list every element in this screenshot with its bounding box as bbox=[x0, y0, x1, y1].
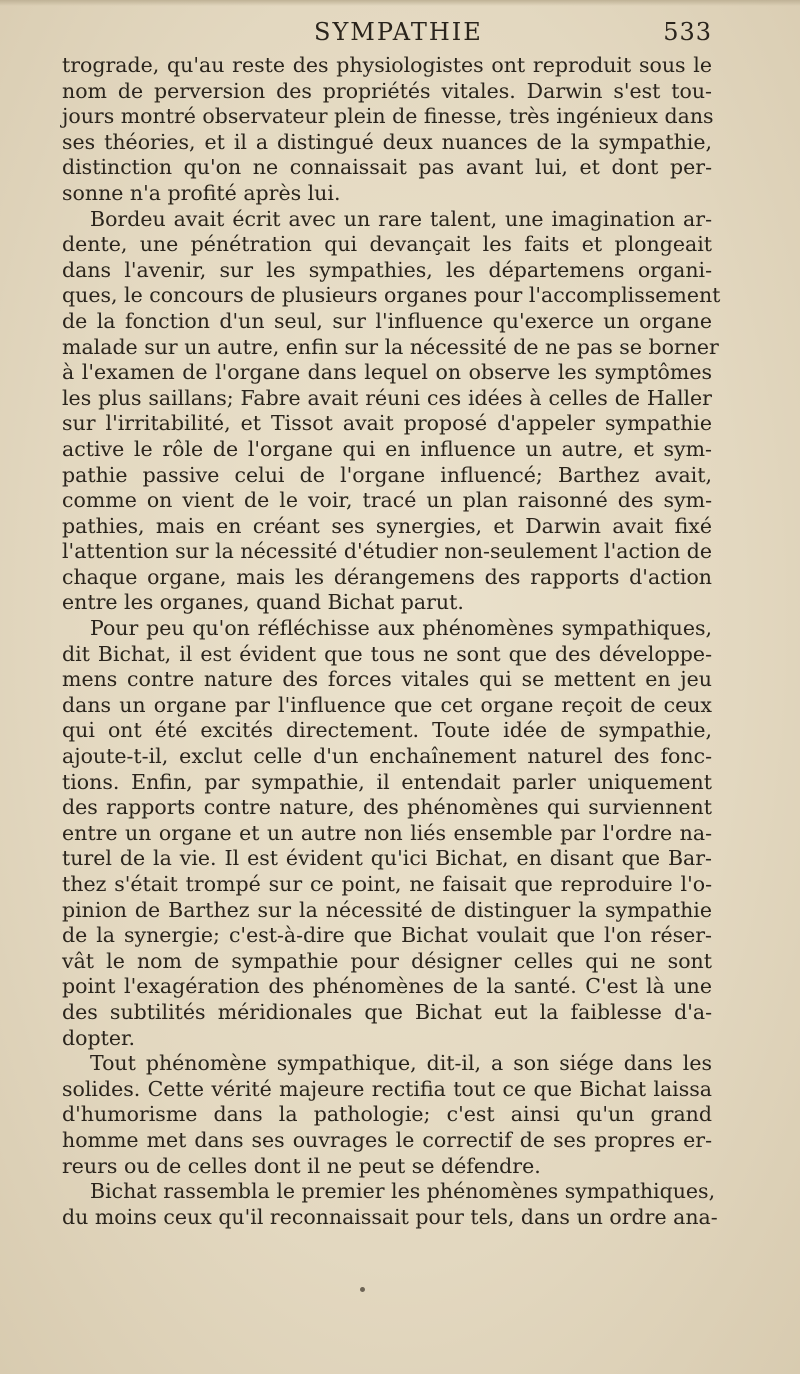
text-line: jours montré observateur plein de finesse, très ingénieux dans bbox=[62, 104, 714, 129]
text-line: des rapports contre nature, des phénomènes qui surviennent bbox=[62, 795, 712, 820]
text-line: entre les organes, quand Bichat parut. bbox=[62, 590, 464, 615]
text-line: distinction qu'on ne connaissait pas avant lui, et dont per- bbox=[62, 155, 712, 180]
text-line: d'humorisme dans la pathologie; c'est ainsi qu'un grand bbox=[62, 1102, 712, 1127]
text-line: dopter. bbox=[62, 1025, 136, 1050]
text-line: chaque organe, mais les dérangemens des rapports d'action bbox=[62, 564, 712, 589]
text-line: reurs ou de celles dont il ne peut se défendre. bbox=[62, 1153, 541, 1178]
text-line: pathies, mais en créant ses synergies, et Darwin avait fixé bbox=[62, 513, 712, 538]
text-line: turel de la vie. Il est évident qu'ici Bichat, en disant que Bar- bbox=[62, 846, 712, 871]
text-line: thez s'était trompé sur ce point, ne faisait que reproduire l'o- bbox=[62, 872, 712, 896]
text-line: solides. Cette vérité majeure rectifia tout ce que Bichat laissa bbox=[62, 1076, 712, 1101]
text-line: active le rôle de l'organe qui en influence un autre, et sym- bbox=[62, 436, 712, 461]
text-line: trograde, qu'au reste des physiologistes ont reproduit sous le bbox=[62, 53, 712, 77]
text-line: vât le nom de sympathie pour désigner celles qui ne sont bbox=[62, 948, 712, 973]
text-line: point l'exagération des phénomènes de la santé. C'est là une bbox=[62, 974, 712, 999]
text-line: mens contre nature des forces vitales qui se mettent en jeu bbox=[62, 667, 712, 692]
paper-speck bbox=[360, 1287, 365, 1292]
text-line: ques, le concours de plusieurs organes pour l'accomplissement bbox=[62, 283, 721, 308]
running-title: SYMPATHIE bbox=[314, 18, 483, 46]
text-line: les plus saillans; Fabre avait réuni ces idées à celles de Haller bbox=[62, 385, 712, 410]
text-line: ajoute-t-il, exclut celle d'un enchaînement naturel des fonc- bbox=[62, 744, 712, 769]
running-header bbox=[62, 18, 712, 54]
text-line: sur l'irritabilité, et Tissot avait proposé d'appeler sympathie bbox=[62, 411, 712, 436]
text-line: dans l'avenir, sur les sympathies, les départemens organi- bbox=[62, 257, 712, 282]
text-line: malade sur un autre, enfin sur la nécessité de ne pas se borner bbox=[62, 334, 719, 359]
text-line: ses théories, et il a distingué deux nuances de la sympathie, bbox=[62, 129, 712, 154]
text-line: de la synergie; c'est-à-dire que Bichat voulait que l'on réser- bbox=[62, 923, 712, 948]
text-line: de la fonction d'un seul, sur l'influence qu'exerce un organe bbox=[62, 308, 712, 333]
text-line: homme met dans ses ouvrages le correctif de ses propres er- bbox=[62, 1127, 712, 1152]
text-line: dit Bichat, il est évident que tous ne sont que des développe- bbox=[62, 641, 712, 666]
text-line: Bordeu avait écrit avec un rare talent, une imagination ar- bbox=[90, 206, 712, 231]
text-line: qui ont été excités directement. Toute idée de sympathie, bbox=[62, 718, 712, 743]
text-line: des subtilités méridionales que Bichat eut la faiblesse d'a- bbox=[62, 999, 712, 1024]
text-line: tions. Enfin, par sympathie, il entendait parler uniquement bbox=[62, 769, 712, 794]
text-line: comme on vient de le voir, tracé un plan raisonné des sym- bbox=[62, 488, 712, 513]
text-line: Pour peu qu'on réfléchisse aux phénomènes sympathiques, bbox=[90, 616, 712, 641]
text-line: nom de perversion des propriétés vitales. Darwin s'est tou- bbox=[62, 78, 712, 103]
text-line: du moins ceux qu'il reconnaissait pour tels, dans un ordre ana- bbox=[62, 1204, 718, 1229]
text-line: Bichat rassembla le premier les phénomènes sympathiques, bbox=[90, 1179, 716, 1204]
text-line: Tout phénomène sympathique, dit-il, a son siége dans les bbox=[90, 1051, 712, 1076]
text-line: sonne n'a profité après lui. bbox=[62, 180, 341, 205]
text-line: dente, une pénétration qui devançait les faits et plongeait bbox=[62, 232, 712, 257]
text-line: pathie passive celui de l'organe influencé; Barthez avait, bbox=[62, 462, 712, 487]
text-line: dans un organe par l'influence que cet organe reçoit de ceux bbox=[62, 692, 712, 717]
page-top-edge bbox=[0, 0, 800, 6]
text-line: pinion de Barthez sur la nécessité de distinguer la sympathie bbox=[62, 897, 712, 922]
text-line: entre un organe et un autre non liés ensemble par l'ordre na- bbox=[62, 820, 712, 845]
page-number: 533 bbox=[663, 18, 712, 46]
text-line: l'attention sur la nécessité d'étudier non-seulement l'action de bbox=[62, 539, 713, 564]
body-text bbox=[62, 53, 721, 1230]
text-line: à l'examen de l'organe dans lequel on observe les symptômes bbox=[62, 360, 712, 385]
